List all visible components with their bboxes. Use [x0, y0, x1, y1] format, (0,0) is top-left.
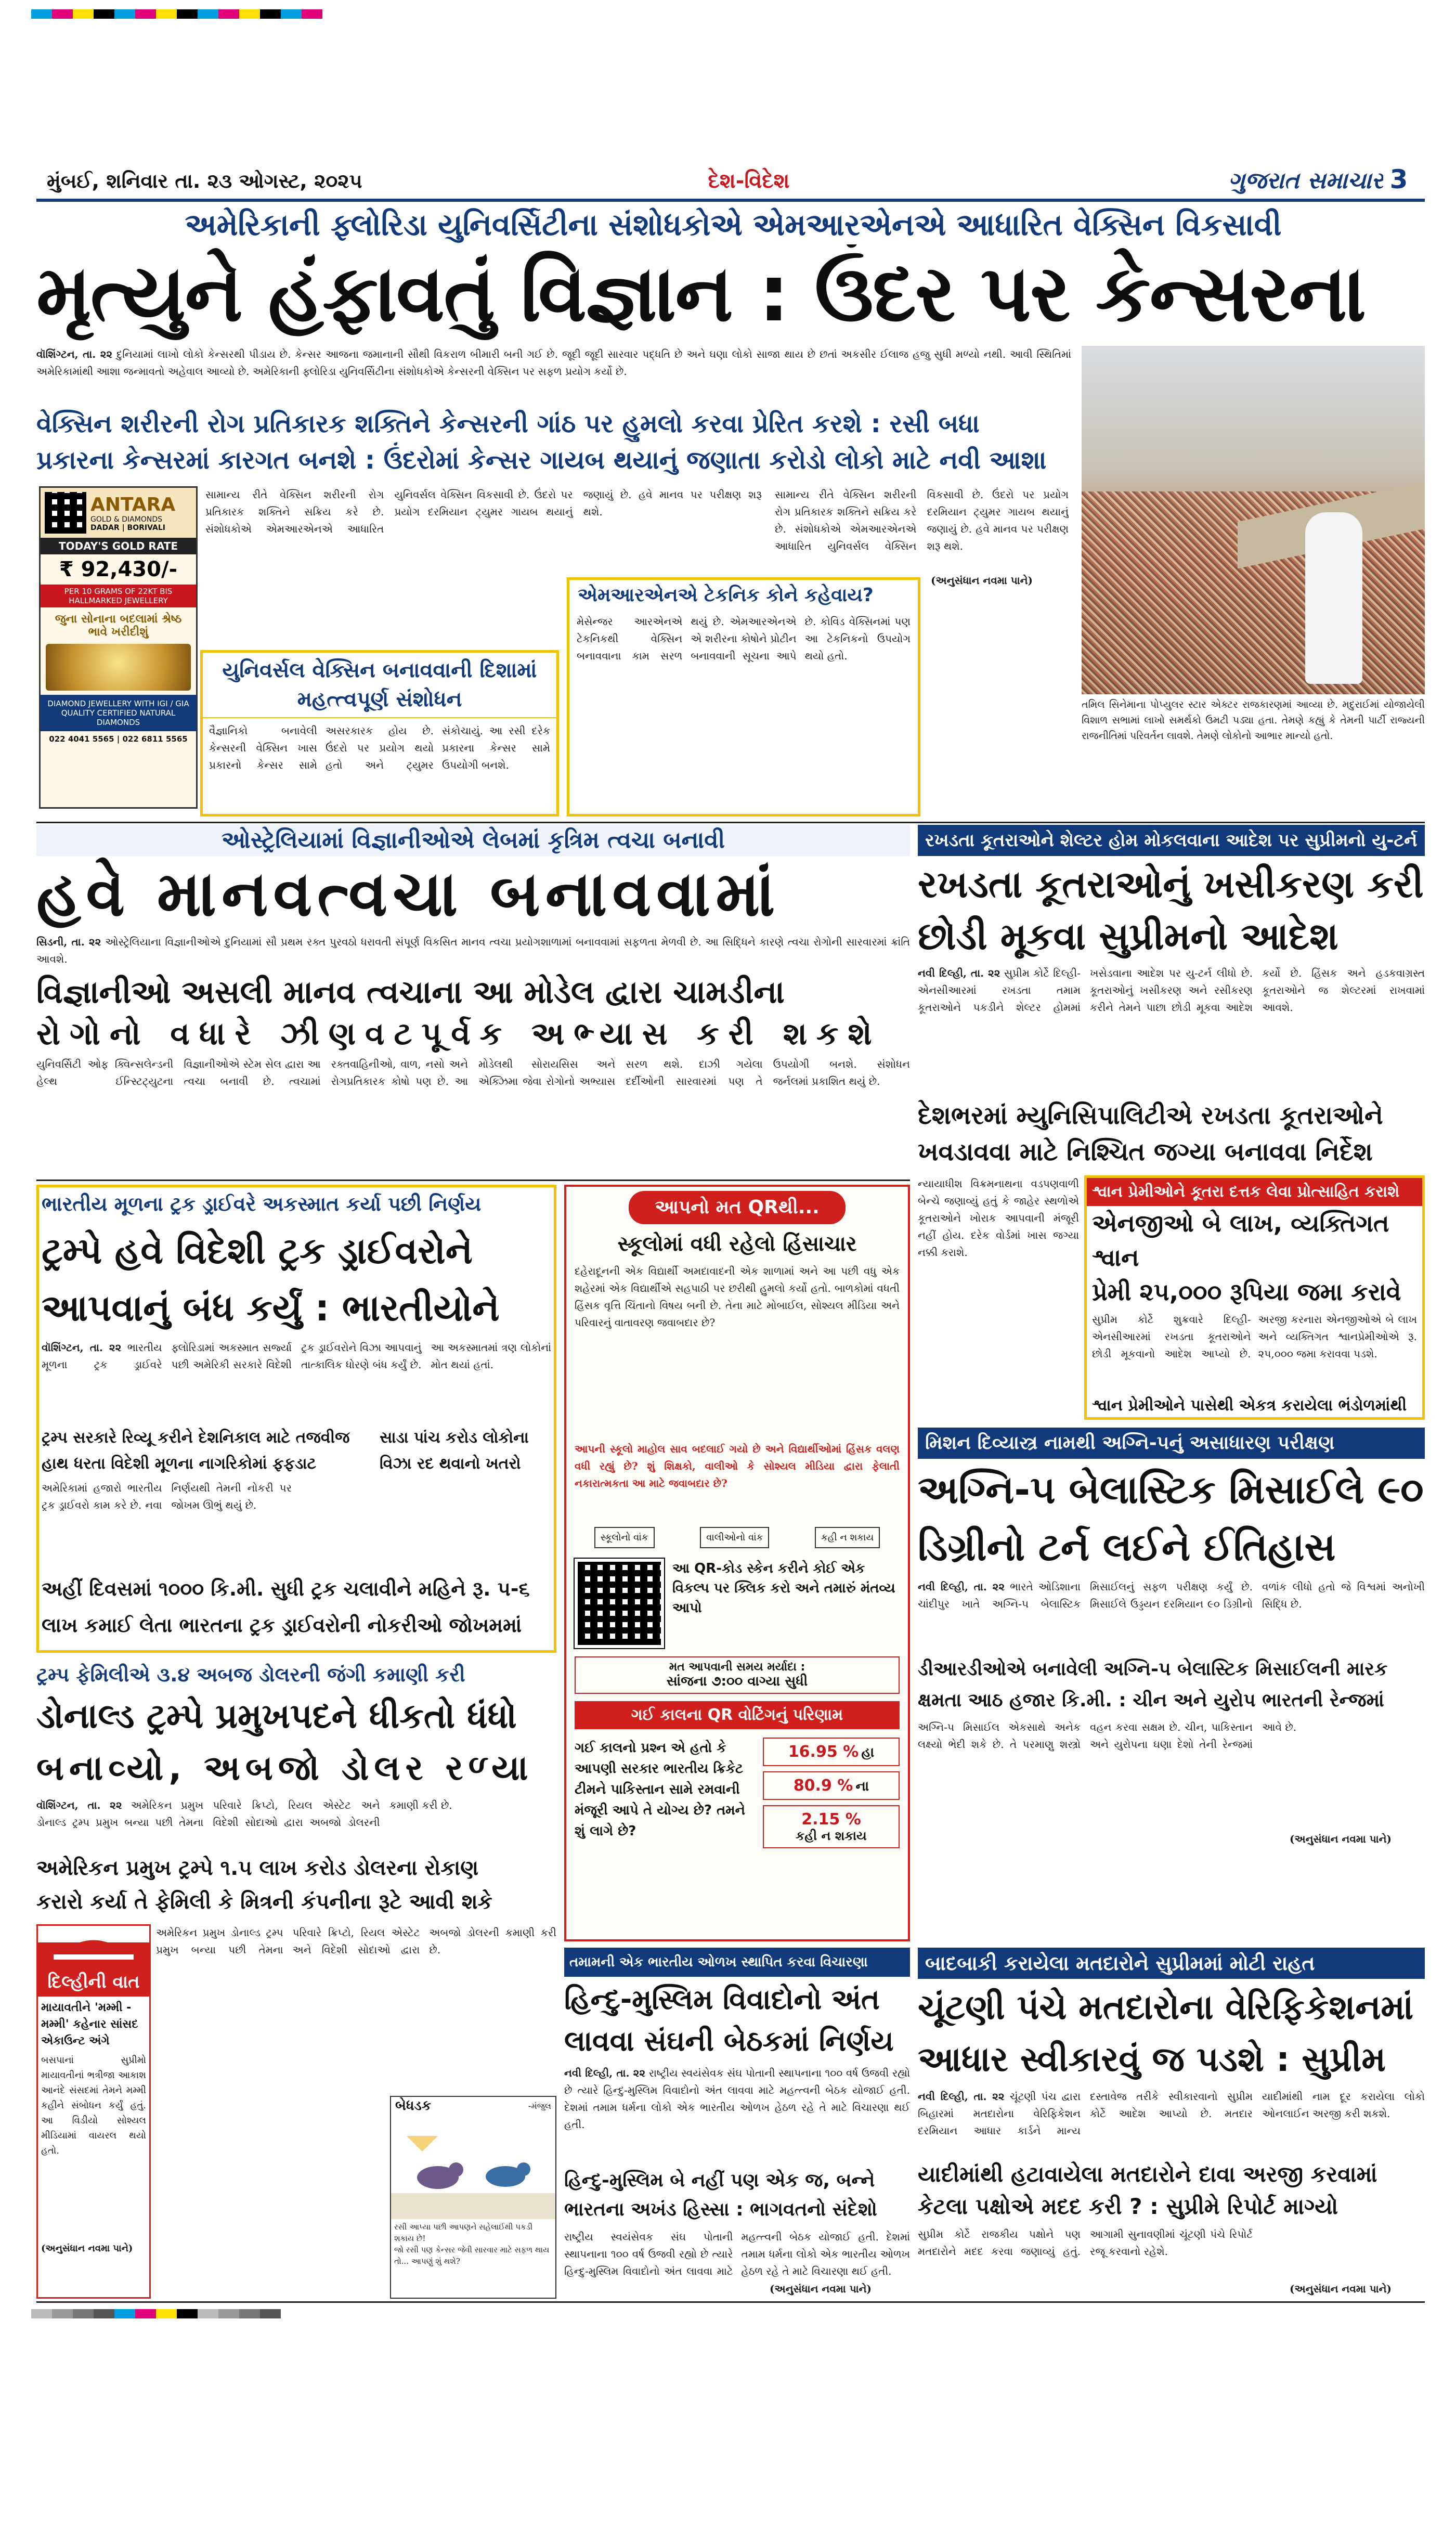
fortune-body-text: અમેરિકન પ્રમુખ ડોનાલ્ડ ટ્રમ્પ પ્રમુખ બન્યા પછી તેમના પરિવારે ક્રિપ્ટો, રિયલ એસ્ટેટ અને વિદેશી સોદાઓ દ્વારા અબજો ડોલરની કમાણી કરી છે.	[36, 1799, 452, 1829]
dogs-subhead-2: ખવડાવવા માટે નિશ્ચિત જગ્યા બનાવવા નિર્દેશ	[918, 1137, 1373, 1167]
poll-question: આપની સ્કૂલો માહોલ સાવ બદલાઈ ગયો છે અને વિદ્યાર્થીઓમાં હિંસક વલણ વધી રહ્યું છે? શું શિક્ષકો, વાલીઓ કે સોશ્યલ મીડિયા દ્વારા ફેલાતી નકારાત્મકતા આ માટે જવાબદાર છે?	[575, 1443, 900, 1489]
poll-result-cant-say-label: કહી ન શકાય	[796, 1829, 867, 1843]
agni-body-2: અગ્નિ-૫ મિસાઈલ એકસાથે અનેક લક્ષ્યો ભેદી શકે છે. તે પરમાણુ શસ્ત્રો વહન કરવા સક્ષમ છે. ચીન, પાકિસ્તાન અને યુરોપના ઘણા દેશો તેની રેન્જમાં આવે છે.	[918, 1721, 1297, 1751]
lead-body-col-2: સામાન્ય રીતે વેક્સિન શરીરની રોગ પ્રતિકારક શક્તિને સક્રિય કરે છે. સંશોધકોએ એમઆરએનએ આધારિત યુનિવર્સલ વેક્સિન વિકસાવી છે. ઉંદરો પર પ્રયોગ દરમિયાન ટ્યુમર ગાયબ થયાનું જણાયું છે. હવે માનવ પર પરીક્ષણ શરૂ થશે.	[775, 488, 1069, 552]
fortune-kicker: ટ્રમ્પ ફેમિલીએ ૩.૪ અબજ ડોલરની જંગી કમાણી કરી	[36, 1663, 465, 1686]
qr-poll-box	[564, 1185, 910, 1941]
hindu-body-2: રાષ્ટ્રીય સ્વયંસેવક સંઘ પોતાની સ્થાપનાના ૧૦૦ વર્ષ ઉજવી રહ્યો છે ત્યારે હિન્દુ-મુસ્લિમ વિવાદોનો અંત લાવવા માટે મહત્ત્વની બેઠક યોજાઈ હતી. દેશમાં તમામ ધર્મના લોકો એક ભારતીય ઓળખ હેઠળ રહે તે માટે વિચારણા થઈ હતી.	[564, 2231, 910, 2277]
agni-subhead-2: ક્ષમતા આઠ હજાર કિ.મી. : ચીન અને યુરોપ ભારતની રેન્જમાં	[918, 1690, 1384, 1711]
dogs-box-sub-1: શ્વાન પ્રેમીઓને પાસેથી એકત્ર કરાયેલા ભંડોળમાંથી	[1092, 1396, 1407, 1415]
hindu-headline-1: હિન્દુ-મુસ્લિમ વિવાદોનો અંત	[564, 1983, 880, 2016]
delhi-continued: (અનુસંધાન નવમા પાને)	[41, 2243, 133, 2254]
advert-jewellery-image	[46, 644, 191, 691]
dogs-box-sub-2	[1087, 1418, 1422, 1420]
trump-headline-1: ટ્રમ્પે હવે વિદેશી ટ્રક ડ્રાઈવરોને	[42, 1229, 473, 1272]
voters-body-text: ચૂંટણી પંચ દ્વારા બિહારમાં મતદારોના વેરિફિકેશન દરમિયાન આધાર કાર્ડને માન્ય દસ્તાવેજ તરીકે સ્વીકારવાનો સુપ્રીમ કોર્ટે આદેશ આપ્યો છે. મતદાર યાદીમાંથી નામ દૂર કરાયેલા લોકો ઓનલાઈન અરજી કરી શકશે.	[918, 2090, 1425, 2137]
trump-subhead-b: હાથ ધરતા વિદેશી મૂળના નાગરિકોમાં ફફડાટ	[42, 1455, 317, 1473]
poll-qr-row	[566, 1553, 908, 1653]
cartoon-drawing	[391, 2115, 555, 2219]
delhi-column-title: માયાવતીને 'મમ્મી - મમ્મી' કહેનાર સાંસદ એકાઉન્ટ અંગે	[41, 2001, 138, 2047]
poll-body: દહેરાદૂનની એક વિદ્યાર્થી અમદાવાદની એક શાળામાં અને આ પછી વધુ એક શહેરમાં એક વિદ્યાર્થીએ સહપાઠી પર છરીથી હુમલો કર્યો હતો. બાળકોમાં વધતી હિંસક વૃત્તિ ચિંતાનો વિષય બની છે. તેના માટે મોબાઈલ, સોશ્યલ મીડિયા અને પરિવારનું વાતાવરણ જવાબદાર છે?	[575, 1265, 900, 1329]
cartoon-header	[391, 2097, 555, 2115]
trump-subhead-d: વિઝા રદ થવાનો ખતરો	[380, 1455, 521, 1473]
poll-option-parents[interactable]: વાલીઓનો વાંક	[700, 1527, 769, 1548]
agni-headline-2: ડિગ્રીનો ટર્ન લઈને ઈતિહાસ	[918, 1525, 1336, 1570]
rule-1	[36, 822, 1425, 823]
trump-headline-2: આપવાનું બંધ કર્યું : ભારતીયોને	[42, 1287, 500, 1329]
voters-headline-1: ચૂંટણી પંચે મતદારોના વેરિફિકેશનમાં	[918, 1987, 1414, 2027]
advert-phones: 022 4041 5565 | 022 6811 5565	[49, 734, 188, 744]
poll-option-schools[interactable]: સ્કૂલોનો વાંક	[594, 1527, 655, 1548]
trump-kicker: ભારતીય મૂળના ટ્રક ડ્રાઈવરે અકસ્માત કર્યા પછી નિર્ણય	[42, 1193, 482, 1215]
cartoon-speech-1: રસી આપ્યા પછી આપણને સહેલાઈથી પકડી શકાય છે!	[394, 2222, 533, 2243]
poll-qr-text: આ QR-કોડ સ્કેન કરીને કોઈ એક વિકલ્પ પર ક્લિક કરો અને તમારું મંતવ્ય આપો	[672, 1561, 895, 1616]
dogs-body-2: ન્યાયાધીશ વિક્રમનાથના વડપણવાળી બેન્ચે જણાવ્યું હતું કે જાહેર સ્થળોએ કૂતરાઓને ખોરાક આપવાની મંજૂરી નહીં હોય. દરેક વોર્ડમાં ખાસ જગ્યા નક્કી કરાશે.	[918, 1177, 1079, 1259]
qr-code-icon	[45, 492, 86, 534]
poll-option-cant-say[interactable]: કહી ન શકાય	[815, 1527, 880, 1548]
skin-body: યુનિવર્સિટી ઓફ ક્વિન્સલેન્ડની હેલ્થ ઈન્સ્ટિટ્યુટના વિજ્ઞાનીઓએ સ્ટેમ સેલ દ્વારા આ ત્વચા બનાવી છે. ત્વચામાં રક્તવાહિનીઓ, વાળ, નસો અને રોગપ્રતિકારક કોષો પણ છે. આ મોડેલથી સોરાયસિસ અને એક્ઝિમા જેવા રોગોનો અભ્યાસ સરળ થશે. દાઝી ગયેલા દર્દીઓની સારવારમાં પણ તે ઉપયોગી બનશે. સંશોધન જર્નલમાં પ્રકાશિત થયું છે.	[36, 1058, 910, 1087]
voters-dateline: નવી દિલ્હી, તા. ૨૨	[918, 2090, 1005, 2103]
agni-continued: (અનુસંધાન નવમા પાને)	[1290, 1833, 1392, 1845]
advert-rate-title: TODAY'S GOLD RATE	[41, 538, 196, 554]
poll-result-header: ગઈ કાલના QR વોટિંગનું પરિણામ	[575, 1701, 900, 1729]
advert-rate-note: PER 10 GRAMS OF 22KT BIS HALLMARKED JEWELLERY	[41, 585, 196, 607]
poll-result-yes	[763, 1738, 900, 1766]
dogs-headline-1: રખડતા કૂતરાઓનું ખસીકરણ કરી	[918, 862, 1424, 906]
parliament-icon	[38, 1926, 149, 1967]
dateline: મુંબઈ, શનિવાર તા. ૨૩ ઓગસ્ટ, ૨૦૨૫	[47, 170, 362, 192]
hindu-continued: (અનુસંધાન નવમા પાને)	[770, 2283, 872, 2295]
trump-body-2: અમેરિકામાં હજારો ભારતીય ટ્રક ડ્રાઈવરો કામ કરે છે. નવા નિર્ણયથી તેમની નોકરી પર જોખમ ઊભું થયું છે.	[42, 1482, 292, 1511]
skin-dateline: સિડની, તા. ૨૨	[36, 936, 101, 948]
advert-logo-row	[41, 488, 196, 538]
bottom-rule	[36, 2301, 1425, 2303]
advert-rate: ₹ 92,430/-	[59, 558, 178, 581]
trump-body-text: ભારતીય મૂળના ટ્રક ડ્રાઈવરે ફ્લોરિડામાં અકસ્માત સર્જ્યા પછી અમેરિકી સરકારે વિદેશી ટ્રક ડ્રાઈવરોને વિઝા આપવાનું તાત્કાલિક ધોરણે બંધ કર્યું છે. આ અકસ્માતમાં ત્રણ લોકોનાં મોત થયાં હતાં.	[42, 1341, 551, 1371]
color-registration-strip-bottom	[31, 2309, 1425, 2318]
fortune-body-2: અમેરિકન પ્રમુખ ડોનાલ્ડ ટ્રમ્પ પ્રમુખ બન્યા પછી તેમના પરિવારે ક્રિપ્ટો, રિયલ એસ્ટેટ અને વિદેશી સોદાઓ દ્વારા અબજો ડોલરની કમાણી કરી છે.	[156, 1926, 556, 1956]
lead-body-col: સામાન્ય રીતે વેક્સિન શરીરની રોગ પ્રતિકારક શક્તિને સક્રિય કરે છે. સંશોધકોએ એમઆરએનએ આધારિત યુનિવર્સલ વેક્સિન વિકસાવી છે. ઉંદરો પર પ્રયોગ દરમિયાન ટ્યુમર ગાયબ થયાનું જણાયું છે. હવે માનવ પર પરીક્ષણ શરૂ થશે.	[205, 488, 762, 535]
dogs-adoption-box	[1084, 1175, 1425, 1420]
lead-body-intro	[36, 346, 1071, 403]
mrna-qa-box	[567, 577, 920, 817]
advert-brand-sub: GOLD & DIAMONDS	[90, 515, 162, 524]
voters-body	[918, 2088, 1425, 2156]
rally-photo	[1082, 346, 1425, 694]
agni-subhead-1: ડીઆરડીઓએ બનાવેલી અગ્નિ-૫ બેલાસ્ટિક મિસાઈલની મારક	[918, 1658, 1388, 1680]
trump-dateline: વૉશિંગ્ટન, તા. ૨૨	[42, 1341, 122, 1354]
vaccine-box-title: યુનિવર્સલ વેક્સિન બનાવવાની દિશામાં મહત્ત્વપૂર્ણ સંશોધન	[203, 653, 556, 718]
dogs-body	[918, 965, 1425, 1095]
lead-subhead-1: વેક્સિન શરીરની રોગ પ્રતિકારક શક્તિને કેન્સરની ગાંઠ પર હુમલો કરવા પ્રેરિત કરશે : રસી બધા	[36, 409, 980, 438]
vaccine-box	[200, 650, 559, 817]
dogs-box-body: સુપ્રીમ કોર્ટે શુક્રવારે દિલ્હી-એનસીઆરમાં રખડતા કૂતરાઓને છોડી મૂકવાનો આદેશ આપ્યો છે. અરજી કરનારા એનજીઓએ બે લાખ અને વ્યક્તિગત શ્વાનપ્રેમીઓએ રૂ. ૨૫,૦૦૦ જમા કરાવવા પડશે.	[1092, 1313, 1417, 1360]
poll-results	[763, 1738, 900, 1848]
dogs-kicker: રખડતા કૂતરાઓને શેલ્ટર હોમ મોકલવાના આદેશ પર સુપ્રીમનો યુ-ટર્ન	[918, 825, 1425, 856]
skin-lede	[36, 934, 910, 970]
advert-locations: DADAR | BORIVALI	[90, 523, 165, 532]
delhi-column	[36, 1924, 151, 2299]
dogs-body-text: સુપ્રીમ કોર્ટે દિલ્હી-એનસીઆરમાં રખડતા તમામ કૂતરાઓને પકડીને શેલ્ટર હોમમાં ખસેડવાના આદેશ પર યુ-ટર્ન લીધો છે. કૂતરાઓનું ખસીકરણ અને રસીકરણ કરીને તેમને પાછા છોડી મૂકવા આદેશ કર્યો છે. હિંસક અને હડકવાગ્રસ્ત કૂતરાઓને જ શેલ્ટરમાં રાખવામાં આવશે.	[918, 967, 1425, 1014]
trump-subhead-f: લાખ કમાઈ લેતા ભારતના ટ્રક ડ્રાઈવરોની નોકરીઓ જોખમમાં	[42, 1614, 522, 1637]
fortune-subhead-2: કરારો કર્યા તે ફેમિલી કે મિત્રની કંપનીના રૂટે આવી શકે	[36, 1890, 492, 1914]
lead-continued: (અનુસંધાન નવમા પાને)	[931, 574, 1033, 587]
dogs-box-kicker: શ્વાન પ્રેમીઓને કૂતરા દત્તક લેવા પ્રોત્સાહિત કરાશે	[1087, 1178, 1422, 1206]
poll-result-no-pct: 80.9 %	[793, 1777, 853, 1795]
masthead-rule	[36, 199, 1425, 202]
voters-kicker: બાદબાકી કરાયેલા મતદારોને સુપ્રીમમાં મોટી રાહત	[918, 1948, 1425, 1979]
dogs-dateline: નવી દિલ્હી, તા. ૨૨	[918, 967, 1000, 979]
poll-result-cant-say-pct: 2.15 %	[801, 1810, 861, 1829]
agni-dateline: નવી દિલ્હી, તા. ૨૨	[918, 1580, 1005, 1593]
dogs-box-title-2: પ્રેમી ૨૫,૦૦૦ રૂપિયા જમા કરાવે	[1092, 1278, 1401, 1306]
skin-subhead-1: વિજ્ઞાનીઓ અસલી માનવ ત્વચાના આ મોડેલ દ્વારા ચામડીના	[36, 974, 785, 1010]
fortune-headline-1: ડોનાલ્ડ ટ્રમ્પે પ્રમુખપદને ધીકતો ધંધો	[36, 1696, 517, 1736]
lead-dateline: વૉશિંગ્ટન, તા. ૨૨	[36, 348, 113, 360]
fortune-body	[36, 1797, 556, 1849]
page-number: 3	[1389, 164, 1408, 195]
fortune-subhead-1: અમેરિકન પ્રમુખ ટ્રમ્પે ૧.૫ લાખ કરોડ ડોલરના રોકાણ	[36, 1856, 479, 1880]
poll-options	[566, 1522, 908, 1553]
poll-result-no	[763, 1771, 900, 1800]
lead-headline: મૃત્યુને હંફાવતું વિજ્ઞાન : ઉંદર પર કેન્સરના	[36, 249, 1366, 339]
newspaper-name: ગુજરાત સમાચાર	[1228, 167, 1383, 194]
advert-footer: DIAMOND JEWELLERY WITH IGI / GIA QUALITY CERTIFIED NATURAL DIAMONDS	[41, 695, 196, 731]
voters-headline-2: આધાર સ્વીકારવું જ પડશે : સુપ્રીમ	[918, 2039, 1386, 2079]
speaker-figure	[1305, 512, 1362, 684]
trump-subhead-a: ટ્રમ્પ સરકારે રિવ્યૂ કરીને દેશનિકાલ માટે તજવીજ	[42, 1429, 350, 1447]
dogs-box-title-1: એનજીઓ બે લાખ, વ્યક્તિગત શ્વાન	[1092, 1209, 1389, 1272]
trump-body	[42, 1339, 551, 1422]
voters-continued: (અનુસંધાન નવમા પાને)	[1290, 2283, 1392, 2295]
hindu-body	[564, 2065, 910, 2163]
hindu-dateline: નવી દિલ્હી, તા. ૨૨	[564, 2067, 646, 2079]
poll-result-row	[566, 1733, 908, 1852]
trump-subhead-e: અહીં દિવસમાં ૧૦૦૦ કિ.મી. સુધી ટ્રક ચલાવીને મહિને રૂ. ૫-૬	[42, 1577, 530, 1600]
cartoon-panel	[390, 2096, 556, 2299]
lead-subhead-2: પ્રકારના કેન્સરમાં કારગત બનશે : ઉંદરોમાં કેન્સર ગાયબ થયાનું જણાતા કરોડો લોકો માટે નવી આશા	[36, 446, 1047, 475]
jeweller-advert[interactable]	[39, 486, 198, 809]
skin-lede-text: ઓસ્ટ્રેલિયાના વિજ્ઞાનીઓએ દુનિયામાં સૌ પ્રથમ રક્ત પુરવઠો ધરાવતી સંપૂર્ણ વિકસિત માનવ ત્વચા પ્રયોગશાળામાં બનાવવામાં સફળતા મેળવી છે. આ સિદ્ધિને કારણે ત્વચા રોગોની સારવારમાં ક્રાંતિ આવશે.	[36, 936, 910, 965]
poll-deadline-time: સાંજના ૭:૦૦ વાગ્યા સુધી	[666, 1674, 808, 1689]
voters-body-2: સુપ્રીમ કોર્ટે રાજકીય પક્ષોને પણ મતદારોને મદદ કરવા જણાવ્યું હતું. આગામી સુનાવણીમાં ચૂંટણી પંચે રિપોર્ટ રજૂ કરવાનો રહેશે.	[918, 2228, 1253, 2258]
advert-tagline: જુના સોનાના બદલામાં શ્રેષ્ઠ ભાવે ખરીદીશું	[55, 613, 182, 639]
color-registration-strip-top	[31, 9, 322, 19]
agni-headline-1: અગ્નિ-૫ બેલાસ્ટિક મિસાઈલે ૯૦	[918, 1468, 1424, 1512]
cartoon-speech-2: જો રસી પણ કેન્સર જેવી સારવાર માટે સફળ થાય તો... આપણું શું થશે?	[394, 2245, 550, 2266]
skin-headline: હવે માનવત્વચા બનાવવામાં	[36, 858, 781, 930]
poll-result-no-label: ના	[855, 1779, 869, 1794]
lead-kicker: અમેરિકાની ફ્લોરિડા યુનિવર્સિટીના સંશોધકોએ એમઆરએનએ આધારિત વેક્સિન વિકસાવી	[185, 207, 1282, 242]
photo-caption: તમિલ સિનેમાના પોપ્યુલર સ્ટાર એક્ટર રાજકારણમાં આવ્યા છે. મદુરાઈમાં યોજાયેલી વિશાળ સભામાં લાખો સમર્થકો ઉમટી પડ્યા હતા. તેમણે કહ્યું કે તેમની પાર્ટી રાજ્યની રાજનીતિમાં પરિવર્તન લાવશે. તેમણે લોકોનો આભાર માન્યો હતો.	[1082, 699, 1425, 742]
agni-body	[918, 1578, 1425, 1651]
hindu-kicker: તમામની એક ભારતીય ઓળખ સ્થાપિત કરવા વિચારણા	[564, 1948, 910, 1977]
poll-result-question: ગઈ કાલનો પ્રશ્ન એ હતો કે આપણી સરકાર ભારતીય ક્રિકેટ ટીમને પાકિસ્તાન સામે રમવાની મંજૂરી આપે તે યોગ્ય છે? તમને શું લાગે છે?	[575, 1740, 745, 1839]
hindu-subhead-1: હિન્દુ-મુસ્લિમ બે નહીં પણ એક જ, બન્ને	[564, 2170, 875, 2191]
skin-subhead-2: રોગોનો વધારે ઝીણવટપૂર્વક અભ્યાસ કરી શકશે	[36, 1016, 881, 1052]
dogs-subhead-1: દેશભરમાં મ્યુનિસિપાલિટીએ રખડતા કૂતરાઓને	[918, 1101, 1383, 1130]
hindu-headline-2: લાવવા સંઘની બેઠકમાં નિર્ણય	[564, 2025, 894, 2057]
mrna-qa-title: એમઆરએનએ ટેકનિક કોને કહેવાય?	[578, 585, 874, 606]
hindu-subhead-2: ભારતના અખંડ હિસ્સા : ભાગવતનો સંદેશો	[564, 2199, 877, 2220]
hindu-body-text: રાષ્ટ્રીય સ્વયંસેવક સંઘ પોતાની સ્થાપનાના ૧૦૦ વર્ષ ઉજવી રહ્યો છે ત્યારે હિન્દુ-મુસ્લિમ વિવાદોનો અંત લાવવા માટે મહત્ત્વની બેઠક યોજાઈ હતી. દેશમાં તમામ ધર્મના લોકો એક ભારતીય ઓળખ હેઠળ રહે તે માટે વિચારણા થઈ હતી.	[564, 2067, 910, 2131]
section-title: દેશ-વિદેશ	[708, 169, 790, 193]
cartoon-artist: -મંજુલ	[528, 2101, 551, 2111]
voters-subhead-1: યાદીમાંથી હટાવાયેલા મતદારોને દાવા અરજી કરવામાં	[918, 2161, 1377, 2187]
poll-result-yes-label: હા	[861, 1745, 875, 1760]
rule-2	[36, 1180, 910, 1181]
poll-deadline-label: મત આપવાની સમય મર્યાદા :	[669, 1661, 805, 1674]
fortune-dateline: વૉશિંગ્ટન, તા. ૨૨	[36, 1799, 122, 1811]
vaccine-box-body: વૈજ્ઞાનિકો બનાવેલી કેન્સરની વેક્સિન ખાસ પ્રકારનો કેન્સર સામે અસરકારક હોય છે. ઉંદરો પર પ્રયોગ થયો હતો અને ટ્યુમર સંકોચાયું. આ રસી દરેક પ્રકારના કેન્સર સામે ઉપયોગી બનશે.	[209, 724, 550, 771]
poll-result-yes-pct: 16.95 %	[788, 1743, 859, 1761]
poll-result-cant-say	[763, 1805, 900, 1848]
skin-kicker: ઓસ્ટ્રેલિયામાં વિજ્ઞાનીઓએ લેબમાં કૃત્રિમ ત્વચા બનાવી	[36, 825, 910, 856]
dogs-headline-2: છોડી મૂકવા સુપ્રીમનો આદેશ	[918, 914, 1338, 958]
advert-brand: ANTARA	[90, 494, 176, 515]
cartoon-title: બેધડક	[395, 2098, 432, 2114]
voters-subhead-2: કેટલા પક્ષોએ મદદ કરી ? : સુપ્રીમે રિપોર્ટ માગ્યો	[918, 2194, 1338, 2219]
poll-qr-code[interactable]	[575, 1559, 664, 1648]
poll-header: આપનો મત QRથી...	[629, 1191, 846, 1224]
poll-deadline	[575, 1656, 900, 1694]
agni-body-text: ભારતે ઓડિશાના ચાંદીપુર ખાતે અગ્નિ-૫ બેલાસ્ટિક મિસાઈલનું સફળ પરીક્ષણ કર્યું છે. મિસાઈલે ઉડ્ડયન દરમિયાન ૯૦ ડિગ્રીનો વળાંક લીધો હતો જે વિશ્વમાં અનોખી સિદ્ધિ છે.	[918, 1580, 1425, 1610]
mrna-qa-body: મેસેન્જર આરએનએ ટેકનિકથી વેક્સિન બનાવવાના કામ સરળ થયું છે. એમઆરએનએ એ શરીરના કોષોને પ્રોટીન બનાવવાની સૂચના આપે છે. કોવિડ વેક્સિનમાં પણ આ ટેકનિકનો ઉપયોગ થયો હતો.	[577, 615, 911, 662]
delhi-column-body: બસપાનાં સુપ્રીમો માયાવતીનાં ભત્રીજા આકાશ આનંદે સંસદમાં તેમને મમ્મી કહીને સંબોધન કર્યું હતું. આ વિડીયો સોશ્યલ મીડિયામાં વાયરલ થયો હતો.	[41, 2055, 146, 2156]
poll-title: સ્કૂલોમાં વધી રહેલો હિંસાચાર	[617, 1232, 857, 1256]
trump-subhead-c: સાડા પાંચ કરોડ લોકોના	[380, 1429, 529, 1447]
lead-intro-text: દુનિયામાં લાખો લોકો કેન્સરથી પીડાય છે. કેન્સર આજના જમાનાની સૌથી વિકરાળ બીમારી બની ગઈ છે. જૂદી જૂદી સારવાર પદ્ધતિ છે અને ઘણા લોકો સાજા થાય છે છતાં અકસીર ઈલાજ હજુ સુધી મળ્યો નથી. આવી સ્થિતિમાં અમેરિકામાંથી આશા જન્માવતો અહેવાલ આવ્યો છે. અમેરિકાની ફ્લોરિડા યુનિવર્સિટીના સંશોધકોએ કેન્સરની વેક્સિન પર સફળ પ્રયોગ કર્યો છે.	[36, 348, 1071, 378]
delhi-column-label: દિલ્હીની વાત	[38, 1967, 149, 1997]
agni-kicker: મિશન દિવ્યાસ્ત્ર નામથી અગ્નિ-૫નું અસાધારણ પરીક્ષણ	[918, 1428, 1425, 1459]
fortune-headline-2: બનાવ્યો, અબજો ડોલર રળ્યા	[36, 1748, 534, 1788]
